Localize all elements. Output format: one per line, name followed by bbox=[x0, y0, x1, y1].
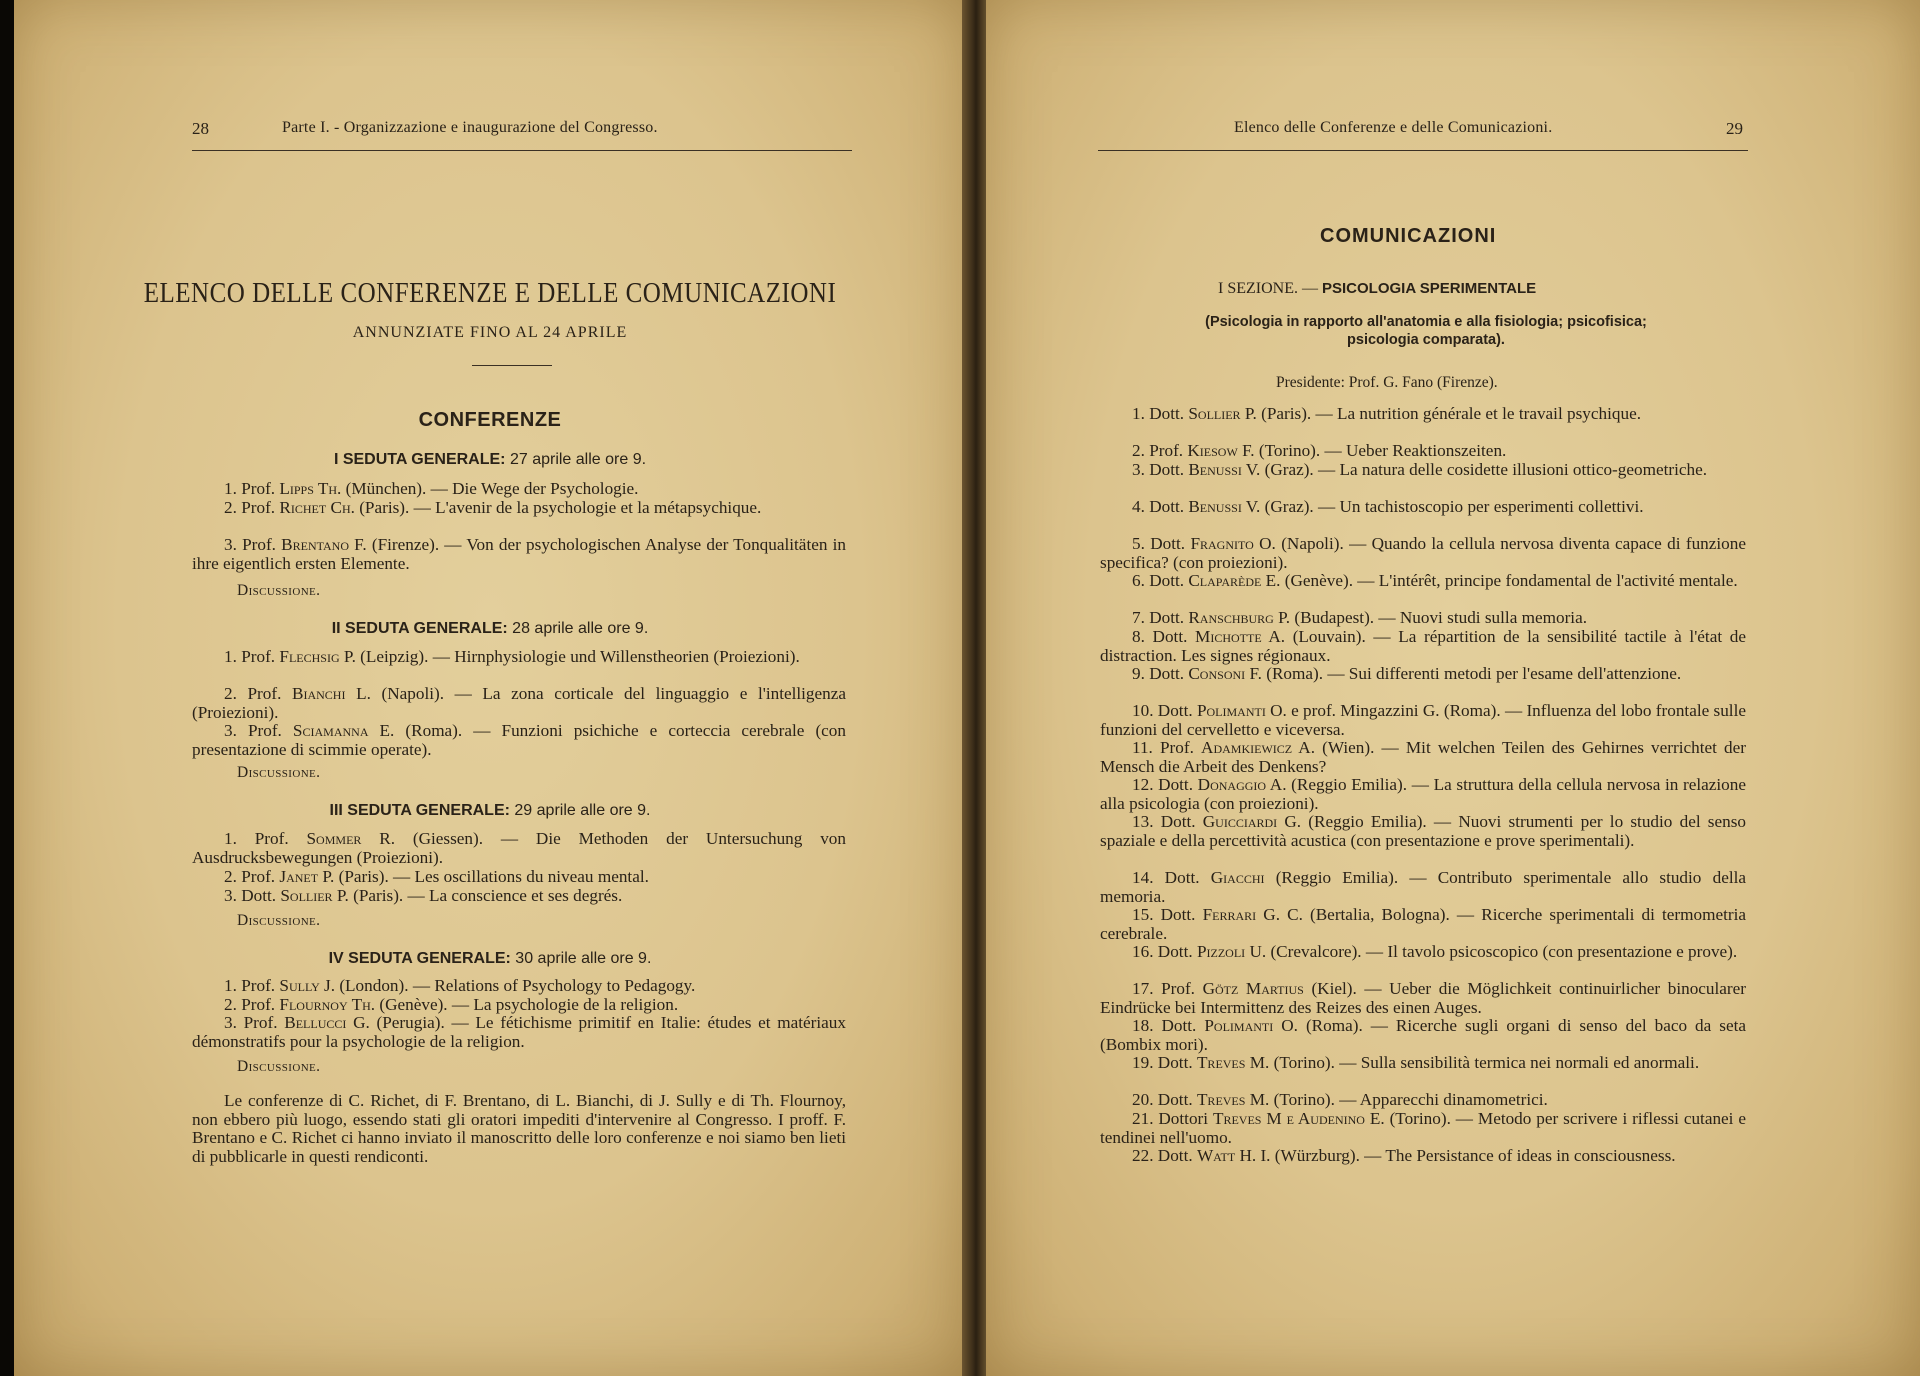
entry-number: 17. Prof. bbox=[1132, 979, 1203, 998]
entry-text: (Genève). — La psychologie de la religion. bbox=[375, 995, 679, 1014]
entry-number: 15. Dott. bbox=[1132, 905, 1203, 924]
author-name: Polimanti O. bbox=[1196, 701, 1287, 720]
list-item bbox=[192, 480, 846, 499]
president: Presidente: Prof. G. Fano (Firenze). bbox=[1276, 374, 1498, 391]
author-name: Sommer R. bbox=[306, 829, 396, 848]
list-item bbox=[1100, 628, 1746, 665]
page-title: COMUNICAZIONI bbox=[1320, 225, 1497, 247]
list-item bbox=[1100, 1017, 1746, 1054]
author-name: Giacchi bbox=[1210, 868, 1265, 887]
session-heading bbox=[14, 950, 966, 968]
author-name: Bellucci G. bbox=[284, 1013, 370, 1032]
entry-number: 11. Prof. bbox=[1132, 738, 1202, 757]
closing-note: Le conferenze di C. Richet, di F. Brentano, di L. Bianchi, di J. Sully e di Th. Flournoy, non ebbero più luogo, essendo stati gli oratori impediti d'intervenire al Congresso. I proff. F. Brentano e C. Richet ci hanno inviato il manoscritto delle loro conferenze e noi siamo ben lieti di pubblicarle in questi rendiconti. bbox=[192, 1091, 846, 1166]
section-subtitle bbox=[1106, 313, 1746, 349]
list-item bbox=[1100, 702, 1746, 739]
entry-number: 12. Dott. bbox=[1132, 775, 1198, 794]
session-date: 29 aprile alle ore 9. bbox=[514, 802, 651, 819]
list-item bbox=[192, 868, 846, 887]
author-name: Watt H. I. bbox=[1196, 1146, 1271, 1165]
entry-number: 3. Dott. bbox=[1132, 460, 1189, 479]
list-item bbox=[1100, 461, 1746, 480]
entry-number: 14. Dott. bbox=[1132, 868, 1211, 887]
list-item bbox=[1100, 572, 1746, 591]
entry-text: (Leipzig). — Hirnphysiologie und Willenstheorien (Proiezioni). bbox=[355, 647, 800, 666]
header-rule bbox=[192, 150, 852, 151]
entry-text: (Genève). — L'intérêt, principe fondamental de l'activité mentale. bbox=[1280, 571, 1738, 590]
entry-text: (Reggio Emilia). — La struttura della cellula nervosa in relazione alla psicologia (con proiezioni). bbox=[1100, 775, 1746, 813]
entry-number: 3. Prof. bbox=[224, 1013, 285, 1032]
author-name: Sciamanna E. bbox=[292, 721, 395, 740]
entry-text: (München). — Die Wege der Psychologie. bbox=[341, 479, 639, 498]
entry-text: (Graz). — Un tachistoscopio per esperimenti collettivi. bbox=[1260, 497, 1644, 516]
section-name: PSICOLOGIA SPERIMENTALE bbox=[1321, 280, 1537, 297]
entry-text: (Reggio Emilia). — Contributo sperimentale allo studio della memoria. bbox=[1100, 868, 1747, 906]
running-head: Elenco delle Conferenze e delle Comunicazioni. bbox=[1234, 119, 1553, 136]
author-name: Sollier P. bbox=[280, 886, 349, 905]
author-name: Michotte A. bbox=[1195, 627, 1286, 646]
entry-text: e prof. Mingazzini G. (Roma). — Influenza del lobo frontale sulle funzioni del cervelletto e viceversa. bbox=[1100, 701, 1746, 739]
list-item bbox=[1100, 405, 1746, 424]
list-item bbox=[1100, 906, 1746, 943]
author-name: Treves M. bbox=[1196, 1090, 1270, 1109]
list-item bbox=[1100, 776, 1746, 813]
entry-number: 19. Dott. bbox=[1132, 1053, 1197, 1072]
list-item bbox=[192, 648, 846, 667]
left-page bbox=[14, 0, 966, 1376]
entry-number: 1. Dott. bbox=[1132, 404, 1189, 423]
author-name: Benussi V. bbox=[1188, 460, 1261, 479]
list-item bbox=[192, 977, 846, 996]
entry-text: (Kiel). — Ueber die Möglichkeit continuirlicher binocularer Eindrücke bei Intermittenz des Reizes des einen Auges. bbox=[1100, 979, 1747, 1017]
entry-text: (Paris). — Les oscillations du niveau mental. bbox=[334, 867, 649, 886]
entry-text: (Firenze). — Von der psychologischen Analyse der Tonqualitäten in ihre eigentlich ersten Elemente. bbox=[192, 535, 846, 573]
running-head: Parte I. - Organizzazione e inaugurazione del Congresso. bbox=[282, 119, 658, 136]
entry-text: (Roma). — Funzioni psichiche e corteccia cerebrale (con presentazione di scimmie operate). bbox=[192, 721, 846, 759]
page-number: 28 bbox=[192, 119, 209, 138]
list-item bbox=[192, 536, 846, 573]
entry-text: (Torino). — Ueber Reaktionszeiten. bbox=[1254, 441, 1507, 460]
header-rule bbox=[1098, 150, 1748, 151]
list-item bbox=[1100, 943, 1746, 962]
entry-number: 21. Dottori bbox=[1132, 1109, 1213, 1128]
entry-text: (Bertalia, Bologna). — Ricerche sperimentali di termometria cerebrale. bbox=[1100, 905, 1746, 943]
author-name: Fragnito O. bbox=[1190, 534, 1276, 553]
discussion-label: Discussione. bbox=[237, 1058, 321, 1075]
entry-number: 18. Dott. bbox=[1132, 1016, 1205, 1035]
entry-text: (Torino). — Apparecchi dinamometrici. bbox=[1269, 1090, 1548, 1109]
entry-number: 7. Dott. bbox=[1132, 608, 1189, 627]
entry-text: (Graz). — La natura delle cosidette illusioni ottico-geometriche. bbox=[1260, 460, 1708, 479]
divider bbox=[472, 365, 552, 366]
author-name: Polimanti O. bbox=[1204, 1016, 1298, 1035]
section-heading: CONFERENZE bbox=[418, 409, 562, 431]
entry-number: 2. Prof. bbox=[224, 498, 280, 517]
entry-text: (Louvain). — La répartition de la sensibilité tactile à l'état de distraction. Les signes régionaux. bbox=[1100, 627, 1746, 665]
entry-text: (Napoli). — La zona corticale del linguaggio e l'intelligenza (Proiezioni). bbox=[192, 684, 846, 722]
entry-number: 1. Prof. bbox=[224, 829, 307, 848]
section-heading bbox=[1218, 280, 1536, 298]
list-item bbox=[1100, 813, 1746, 850]
entry-number: 9. Dott. bbox=[1132, 664, 1189, 683]
list-item bbox=[192, 499, 846, 518]
entry-number: 1. Prof. bbox=[224, 479, 280, 498]
entry-number: 2. Prof. bbox=[224, 995, 280, 1014]
author-name: Donaggio A. bbox=[1197, 775, 1287, 794]
author-name: Ferrari G. C. bbox=[1202, 905, 1303, 924]
entry-text: (Giessen). — Die Methoden der Untersuchung von Ausdrucksbewegungen (Proiezioni). bbox=[192, 829, 846, 867]
author-name: Benussi V. bbox=[1188, 497, 1261, 516]
entry-text: (Würzburg). — The Persistance of ideas in consciousness. bbox=[1270, 1146, 1676, 1165]
author-name: Brentano F. bbox=[281, 535, 367, 554]
author-name: Bianchi L. bbox=[292, 684, 371, 703]
list-item bbox=[192, 722, 846, 759]
author-name: Ranschburg P. bbox=[1188, 608, 1291, 627]
list-item bbox=[192, 887, 846, 906]
section-prefix: I SEZIONE. — bbox=[1218, 280, 1318, 297]
author-name: Treves M e Audenino E. bbox=[1212, 1109, 1385, 1128]
entry-number: 1. Prof. bbox=[224, 976, 280, 995]
author-name: Treves M. bbox=[1196, 1053, 1270, 1072]
list-item bbox=[1100, 442, 1746, 461]
entry-number: 16. Dott. bbox=[1132, 942, 1197, 961]
session-date: 30 aprile alle ore 9. bbox=[515, 950, 652, 967]
session-label: IV SEDUTA GENERALE: bbox=[328, 950, 516, 967]
entry-number: 2. Prof. bbox=[224, 684, 293, 703]
list-item bbox=[1100, 1091, 1746, 1110]
entry-text: (Paris). — L'avenir de la psychologie et la métapsychique. bbox=[354, 498, 762, 517]
entry-text: (Torino). — Metodo per scrivere i riflessi cutanei e tendinei nell'uomo. bbox=[1100, 1109, 1746, 1147]
entry-number: 10. Dott. bbox=[1132, 701, 1197, 720]
entry-text: (Torino). — Sulla sensibilità termica nei normali ed anormali. bbox=[1269, 1053, 1700, 1072]
entry-number: 3. Prof. bbox=[224, 535, 282, 554]
list-item bbox=[1100, 1110, 1746, 1147]
list-item bbox=[1100, 1147, 1746, 1166]
author-name: Consoni F. bbox=[1188, 664, 1262, 683]
entry-number: 13. Dott. bbox=[1132, 812, 1203, 831]
list-item bbox=[1100, 665, 1746, 684]
subtitle: ANNUNZIATE FINO AL 24 APRILE bbox=[352, 324, 628, 341]
list-item bbox=[192, 685, 846, 722]
list-item bbox=[192, 830, 846, 867]
entry-text: (Paris). — La nutrition générale et le travail psychique. bbox=[1256, 404, 1642, 423]
page-number: 29 bbox=[1726, 119, 1743, 138]
author-name: Flechsig P. bbox=[279, 647, 356, 666]
list-item bbox=[192, 996, 846, 1015]
list-item bbox=[192, 1014, 846, 1051]
session-heading bbox=[14, 802, 966, 820]
list-item bbox=[1100, 1054, 1746, 1073]
entry-number: 2. Prof. bbox=[1132, 441, 1188, 460]
discussion-label: Discussione. bbox=[237, 764, 321, 781]
author-name: Kiesow F. bbox=[1187, 441, 1255, 460]
entry-number: 2. Prof. bbox=[224, 867, 280, 886]
entry-text: (Wien). — Mit welchen Teilen des Gehirnes verrichtet der Mensch die Arbeit des Denkens? bbox=[1100, 738, 1746, 776]
subtitle-line: psicologia comparata). bbox=[1347, 332, 1505, 348]
entry-number: 6. Dott. bbox=[1132, 571, 1189, 590]
author-name: Lipps Th. bbox=[279, 479, 342, 498]
author-name: Guicciardi G. bbox=[1202, 812, 1302, 831]
right-page bbox=[986, 0, 1920, 1376]
entry-text: (Budapest). — Nuovi studi sulla memoria. bbox=[1290, 608, 1587, 627]
page-title: ELENCO DELLE CONFERENZE E DELLE COMUNICAZIONI bbox=[143, 277, 837, 309]
list-item bbox=[1100, 535, 1746, 572]
author-name: Richet Ch. bbox=[279, 498, 355, 517]
entry-text: (Roma). — Ricerche sugli organi di senso del baco da seta (Bombix mori). bbox=[1100, 1016, 1746, 1054]
entry-number: 8. Dott. bbox=[1132, 627, 1196, 646]
author-name: Adamkiewicz A. bbox=[1201, 738, 1315, 757]
session-date: 28 aprile alle ore 9. bbox=[512, 620, 649, 637]
entry-number: 3. Prof. bbox=[224, 721, 293, 740]
entry-text: (Perugia). — Le fétichisme primitif en Italie: études et matériaux démonstratifs pour la psychologie de la religion. bbox=[192, 1013, 846, 1051]
list-item bbox=[1100, 739, 1746, 776]
author-name: Claparède E. bbox=[1188, 571, 1281, 590]
author-name: Pizzoli U. bbox=[1196, 942, 1267, 961]
list-item bbox=[1100, 869, 1746, 906]
discussion-label: Discussione. bbox=[237, 582, 321, 599]
list-item bbox=[1100, 980, 1746, 1017]
session-label: II SEDUTA GENERALE: bbox=[331, 620, 513, 637]
entry-text: (Roma). — Sui differenti metodi per l'esame dell'attenzione. bbox=[1261, 664, 1682, 683]
list-item bbox=[1100, 498, 1746, 517]
session-label: III SEDUTA GENERALE: bbox=[329, 802, 515, 819]
discussion-label: Discussione. bbox=[237, 912, 321, 929]
author-name: Sully J. bbox=[279, 976, 336, 995]
entry-text: (London). — Relations of Psychology to Pedagogy. bbox=[335, 976, 696, 995]
entry-number: 3. Dott. bbox=[224, 886, 281, 905]
list-item bbox=[1100, 609, 1746, 628]
entry-number: 5. Dott. bbox=[1132, 534, 1191, 553]
session-date: 27 aprile alle ore 9. bbox=[509, 451, 647, 468]
entry-text: (Paris). — La conscience et ses degrés. bbox=[348, 886, 623, 905]
session-heading bbox=[14, 451, 966, 469]
session-label: I SEDUTA GENERALE: bbox=[333, 451, 510, 468]
author-name: Flournoy Th. bbox=[279, 995, 376, 1014]
author-name: Sollier P. bbox=[1188, 404, 1257, 423]
entry-text: (Crevalcore). — Il tavolo psicoscopico (con presentazione e prove). bbox=[1266, 942, 1738, 961]
entry-number: 4. Dott. bbox=[1132, 497, 1189, 516]
author-name: Götz Martius bbox=[1202, 979, 1304, 998]
subtitle-line: (Psicologia in rapporto all'anatomia e alla fisiologia; psicofisica; bbox=[1205, 314, 1647, 330]
entry-text: (Napoli). — Quando la cellula nervosa diventa capace di funzione specifica? (con proiezioni). bbox=[1100, 534, 1746, 572]
entry-number: 22. Dott. bbox=[1132, 1146, 1197, 1165]
entry-number: 20. Dott. bbox=[1132, 1090, 1197, 1109]
session-heading bbox=[14, 620, 966, 638]
entry-text: (Reggio Emilia). — Nuovi strumenti per lo studio del senso spaziale e della percettività acustica (con presentazione e prove sperimentali). bbox=[1100, 812, 1746, 850]
author-name: Janet P. bbox=[279, 867, 335, 886]
entry-number: 1. Prof. bbox=[224, 647, 280, 666]
